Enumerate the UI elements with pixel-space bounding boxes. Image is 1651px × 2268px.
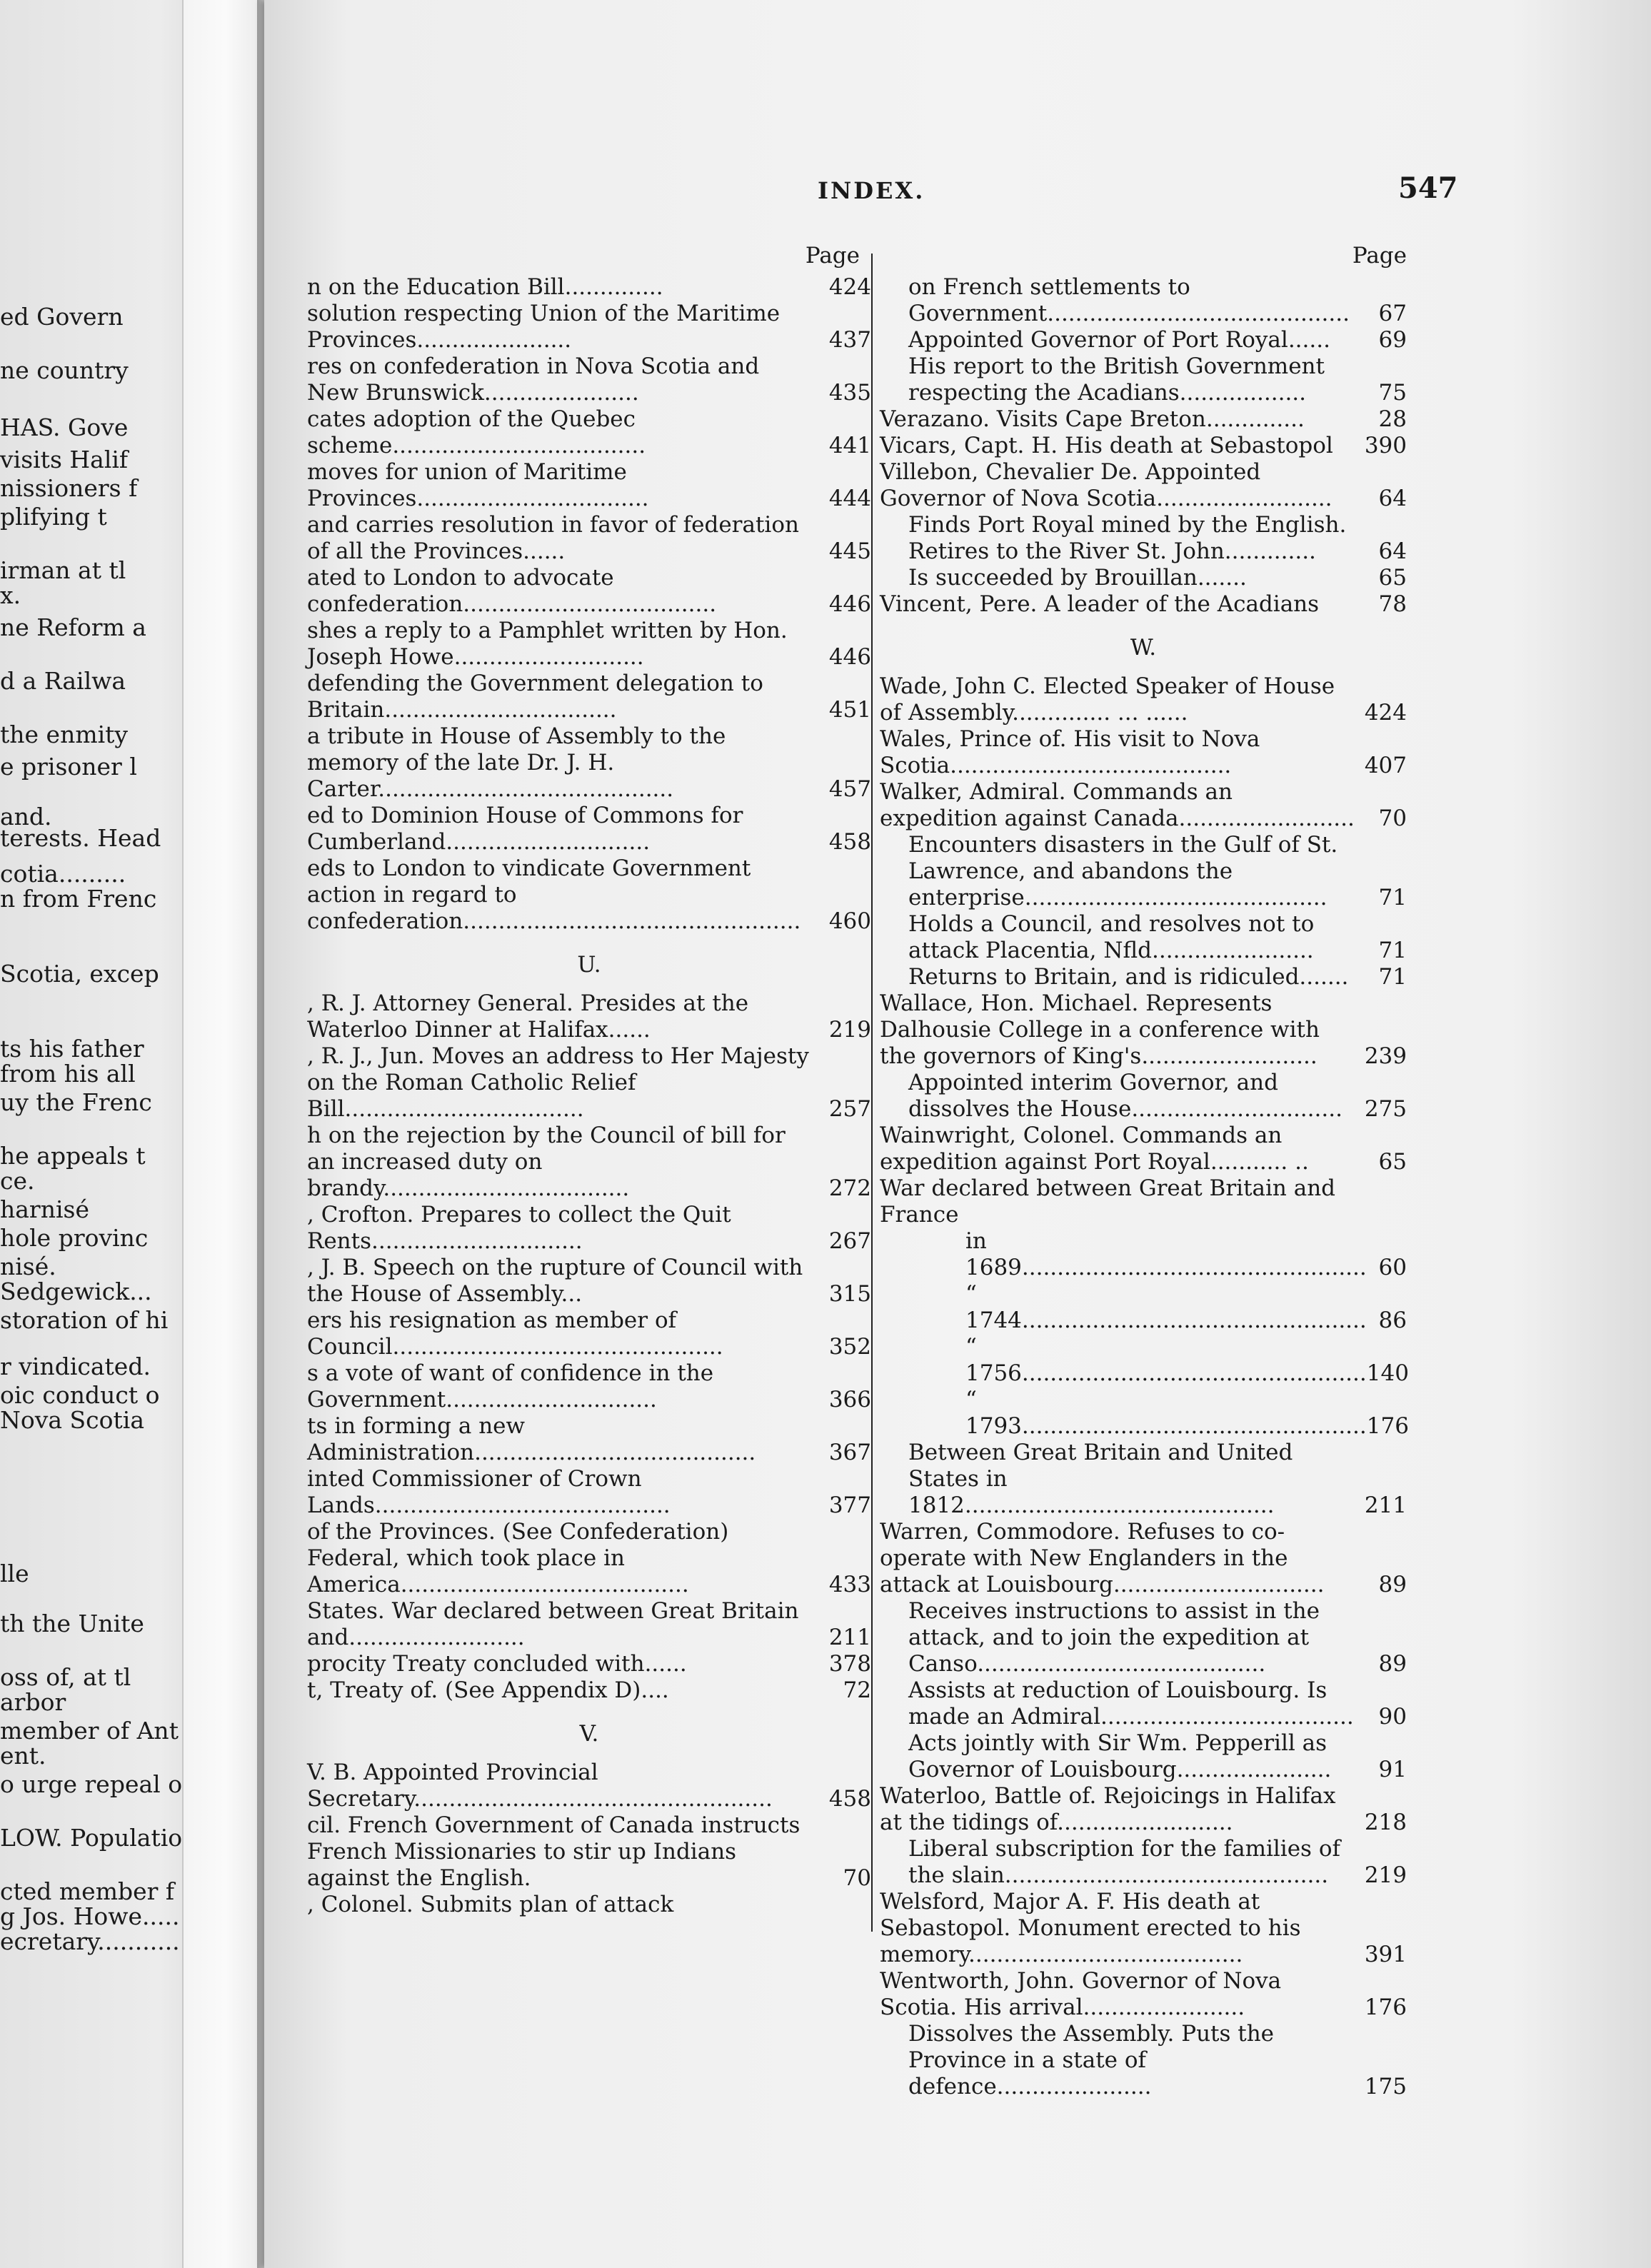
index-entry xyxy=(880,726,1407,779)
facing-page-fragment: ecretary........... xyxy=(0,1928,180,1955)
entry-text: n on the Education Bill.............. xyxy=(307,274,663,300)
entry-page-number: 446 xyxy=(828,644,871,670)
entry-text: States. War declared between Great Britain and......................... xyxy=(307,1598,799,1650)
facing-page-fragment: hole provinc xyxy=(0,1225,149,1252)
index-entry xyxy=(307,406,871,459)
facing-page-fragment: the enmity xyxy=(0,721,129,748)
entry-text: “ 1756................................................. xyxy=(965,1334,1367,1386)
facing-page-fragment: plifying t xyxy=(0,503,107,531)
entry-text: inted Commissioner of Crown Lands.......................................... xyxy=(307,1466,671,1518)
entry-page-number: 211 xyxy=(1364,1492,1407,1518)
entry-page-number: 70 xyxy=(843,1865,871,1891)
entry-page-number: 433 xyxy=(828,1572,871,1597)
index-entry xyxy=(880,2021,1407,2100)
entry-text: , Crofton. Prepares to collect the Quit Rents.............................. xyxy=(307,1202,731,1254)
entry-page-number: 78 xyxy=(1378,591,1407,617)
entry-text: defending the Government delegation to Britain................................. xyxy=(307,671,763,723)
entry-page-number: 72 xyxy=(843,1677,871,1703)
index-entry xyxy=(880,1519,1407,1598)
entry-page-number: 366 xyxy=(828,1387,871,1413)
index-entry xyxy=(880,1123,1407,1175)
facing-page-fragment: g Jos. Howe..... xyxy=(0,1903,180,1930)
index-entry xyxy=(880,1836,1407,1889)
entry-text: ed to Dominion House of Commons for Cumberland............................. xyxy=(307,803,743,855)
entry-text: a tribute in House of Assembly to the memory of the late Dr. J. H. Carter.......................................... xyxy=(307,723,726,802)
entry-text: Returns to Britain, and is ridiculed....... xyxy=(908,964,1349,990)
entry-page-number: 458 xyxy=(828,1786,871,1812)
entry-text: ers his resignation as member of Council............................................... xyxy=(307,1308,723,1360)
entry-text: Welsford, Major A. F. His death at Sebastopol. Monument erected to his memory....................................... xyxy=(880,1889,1301,1967)
index-column-left xyxy=(307,243,871,1918)
entry-page-number: 64 xyxy=(1378,538,1407,564)
column-divider xyxy=(871,254,873,1932)
index-entry xyxy=(880,964,1407,990)
index-entry xyxy=(307,512,871,565)
entry-page-number: 239 xyxy=(1364,1043,1407,1069)
entry-page-number: 91 xyxy=(1378,1757,1407,1782)
index-column-right xyxy=(880,243,1407,2100)
entry-page-number: 378 xyxy=(828,1651,871,1677)
entry-text: War declared between Great Britain and France xyxy=(880,1175,1336,1228)
entry-text: shes a reply to a Pamphlet written by Hon. Joseph Howe........................... xyxy=(307,618,788,670)
entry-page-number: 175 xyxy=(1364,2074,1407,2099)
entry-text: Between Great Britain and United States in 1812............................................ xyxy=(908,1440,1293,1518)
entry-text: Receives instructions to assist in the attack, and to join the expedition at Canso......................................... xyxy=(908,1598,1320,1677)
entry-text: Holds a Council, and resolves not to attack Placentia, Nfld....................... xyxy=(908,911,1315,963)
facing-page-fragment: lle xyxy=(0,1560,29,1587)
entry-page-number: 457 xyxy=(828,776,871,802)
entry-text: s a vote of want of confidence in the Government.............................. xyxy=(307,1360,714,1413)
entry-text: , J. B. Speech on the rupture of Council with the House of Assembly... xyxy=(307,1255,803,1307)
entry-page-number: 219 xyxy=(1364,1862,1407,1888)
entry-text: eds to London to vindicate Government action in regard to confederation................................................ xyxy=(307,855,801,934)
index-entry xyxy=(880,1730,1407,1783)
facing-page-fragment: and. xyxy=(0,803,52,831)
facing-page-fragment: visits Halif xyxy=(0,446,129,473)
index-entry xyxy=(880,779,1407,832)
entry-text: cil. French Government of Canada instructs French Missionaries to stir up Indians against the English. xyxy=(307,1812,801,1891)
facing-page-fragment: oss of, at tl xyxy=(0,1664,131,1691)
index-entry xyxy=(307,1677,871,1704)
entry-page-number: 460 xyxy=(828,908,871,934)
index-entry xyxy=(880,1228,1407,1281)
entry-page-number: 424 xyxy=(1364,700,1407,726)
entry-page-number: 89 xyxy=(1378,1651,1407,1677)
facing-page-fragment: HAS. Gove xyxy=(0,414,129,441)
index-entry xyxy=(880,1281,1407,1334)
entry-text: Warren, Commodore. Refuses to co-operate with New Englanders in the attack at Louisbourg.............................. xyxy=(880,1519,1325,1597)
entry-text: Villebon, Chevalier De. Appointed Governor of Nova Scotia......................... xyxy=(880,459,1333,511)
entry-text: His report to the British Government respecting the Acadians.................. xyxy=(908,353,1325,406)
index-entry xyxy=(880,1783,1407,1836)
facing-page-fragment: irman at tl xyxy=(0,557,126,584)
facing-page-fragment: uy the Frenc xyxy=(0,1089,152,1116)
page-number: 547 xyxy=(1398,171,1458,205)
entry-page-number: 218 xyxy=(1364,1810,1407,1835)
entry-text: , R. J. Attorney General. Presides at the Waterloo Dinner at Halifax...... xyxy=(307,990,749,1043)
facing-page-fragment: storation of hi xyxy=(0,1307,169,1334)
entry-page-number: 391 xyxy=(1364,1942,1407,1967)
entry-page-number: 352 xyxy=(828,1334,871,1360)
entry-page-number: 315 xyxy=(828,1281,871,1307)
index-entry xyxy=(307,274,871,301)
facing-page-fragment: LOW. Populatio xyxy=(0,1825,183,1852)
index-entry xyxy=(307,1202,871,1255)
index-entry xyxy=(307,671,871,723)
index-entry xyxy=(307,1519,871,1545)
page-column-label: Page xyxy=(805,243,860,269)
index-entry xyxy=(307,1123,871,1202)
entry-text: h on the rejection by the Council of bill for an increased duty on brandy................................... xyxy=(307,1123,786,1201)
entry-text: “ 1793................................................. xyxy=(965,1387,1367,1439)
index-entry xyxy=(307,855,871,935)
entry-text: ts in forming a new Administration........................................ xyxy=(307,1413,756,1465)
entry-page-number: 176 xyxy=(1366,1413,1409,1439)
facing-page-fragment: th the Unite xyxy=(0,1610,144,1637)
entry-page-number: 176 xyxy=(1364,1994,1407,2020)
entry-page-number: 71 xyxy=(1378,885,1407,910)
index-entry xyxy=(307,1043,871,1123)
facing-page-fragment: Sedgewick... xyxy=(0,1278,152,1305)
entry-text: Verazano. Visits Cape Breton.............. xyxy=(880,406,1305,432)
index-entry xyxy=(307,565,871,618)
facing-page-fragment: from his all xyxy=(0,1060,136,1088)
entry-page-number: 211 xyxy=(828,1625,871,1650)
entry-text: Wade, John C. Elected Speaker of House of Assembly.............. ... ...... xyxy=(880,673,1335,726)
section-letter: W. xyxy=(1130,635,1157,661)
entry-page-number: 60 xyxy=(1378,1255,1407,1280)
entry-page-number: 257 xyxy=(828,1096,871,1122)
facing-page-fragment: ce. xyxy=(0,1168,35,1195)
index-entry xyxy=(880,406,1407,433)
facing-page-fragment: arbor xyxy=(0,1689,66,1716)
page-column-label: Page xyxy=(1352,243,1407,269)
entry-text: t, Treaty of. (See Appendix D).... xyxy=(307,1677,669,1703)
facing-page-fragment: ts his father xyxy=(0,1035,144,1063)
entry-page-number: 437 xyxy=(828,327,871,353)
facing-page-fragment: x. xyxy=(0,582,21,609)
entry-page-number: 64 xyxy=(1378,486,1407,511)
entry-page-number: 458 xyxy=(828,829,871,855)
index-entry xyxy=(307,459,871,512)
entry-text: Appointed Governor of Port Royal...... xyxy=(908,327,1330,353)
index-entry xyxy=(307,1413,871,1466)
entry-page-number: 71 xyxy=(1378,938,1407,963)
entry-text: solution respecting Union of the Maritime Provinces...................... xyxy=(307,301,781,353)
index-entry xyxy=(880,353,1407,406)
entry-text: on French settlements to Government........................................... xyxy=(908,274,1350,326)
index-entry xyxy=(307,1651,871,1677)
entry-text: Assists at reduction of Louisbourg. Is made an Admiral.................................... xyxy=(908,1677,1354,1730)
entry-text: ated to London to advocate confederation.................................... xyxy=(307,565,717,617)
index-entry xyxy=(307,1545,871,1598)
facing-page-fragment: ne country xyxy=(0,357,129,384)
entry-text: moves for union of Maritime Provinces................................. xyxy=(307,459,649,511)
index-entry xyxy=(307,1360,871,1413)
entry-page-number: 424 xyxy=(828,274,871,300)
index-entry xyxy=(880,1677,1407,1730)
page-edge-strip xyxy=(182,0,268,2268)
index-entry xyxy=(880,433,1407,459)
index-entry xyxy=(307,353,871,406)
entry-page-number: 267 xyxy=(828,1228,871,1254)
index-entry xyxy=(307,990,871,1043)
entry-text: Encounters disasters in the Gulf of St. Lawrence, and abandons the enterprise........................................... xyxy=(908,832,1338,910)
index-entry xyxy=(880,1889,1407,1968)
index-entry xyxy=(307,1255,871,1308)
entry-text: V. B. Appointed Provincial Secretary................................................... xyxy=(307,1760,773,1812)
entry-text: Vicars, Capt. H. His death at Sebastopol xyxy=(880,433,1333,458)
index-entry xyxy=(307,1892,871,1918)
facing-page-fragment: ent. xyxy=(0,1742,46,1770)
entry-text: , Colonel. Submits plan of attack xyxy=(307,1892,674,1917)
entry-text: Wentworth, John. Governor of Nova Scotia. His arrival....................... xyxy=(880,1968,1282,2020)
index-entry xyxy=(307,1598,871,1651)
facing-page-fragment: cotia......... xyxy=(0,860,126,888)
index-entry xyxy=(307,618,871,671)
facing-page-fragment: r vindicated. xyxy=(0,1353,151,1380)
index-entry xyxy=(880,1334,1407,1387)
index-entries-right xyxy=(880,274,1407,2100)
entry-page-number: 441 xyxy=(828,433,871,458)
entry-page-number: 90 xyxy=(1378,1704,1407,1730)
index-entry xyxy=(307,1760,871,1812)
facing-page-fragment: nissioners f xyxy=(0,475,138,502)
facing-page-fragment: o urge repeal o xyxy=(0,1771,183,1798)
entry-text: Wales, Prince of. His visit to Nova Scotia........................................ xyxy=(880,726,1260,778)
section-letter: U. xyxy=(577,952,601,978)
entry-page-number: 275 xyxy=(1364,1096,1407,1122)
entry-text: procity Treaty concluded with...... xyxy=(307,1651,687,1677)
entry-text: and carries resolution in favor of federation of all the Provinces...... xyxy=(307,512,799,564)
facing-page-fragment: Nova Scotia xyxy=(0,1407,144,1434)
entry-page-number: 86 xyxy=(1378,1308,1407,1333)
entry-text: Finds Port Royal mined by the English. Retires to the River St. John............. xyxy=(908,512,1347,564)
entry-page-number: 377 xyxy=(828,1492,871,1518)
entry-text: , R. J., Jun. Moves an address to Her Majesty on the Roman Catholic Relief Bill.................................. xyxy=(307,1043,809,1122)
entry-text: Is succeeded by Brouillan....... xyxy=(908,565,1247,591)
facing-page-fragment: member of Ant xyxy=(0,1717,179,1745)
index-entry xyxy=(880,832,1407,911)
index-entry xyxy=(307,1466,871,1519)
facing-page-fragment: harnisé xyxy=(0,1196,89,1223)
entry-page-number: 67 xyxy=(1378,301,1407,326)
entry-page-number: 28 xyxy=(1378,406,1407,432)
index-entry xyxy=(880,591,1407,618)
entry-page-number: 451 xyxy=(828,697,871,723)
facing-page-fragment: nisé. xyxy=(0,1253,56,1280)
entry-page-number: 71 xyxy=(1378,964,1407,990)
entry-page-number: 444 xyxy=(828,486,871,511)
entry-text: Liberal subscription for the families of the slain.............................................. xyxy=(908,1836,1340,1888)
facing-page-fragment: n from Frenc xyxy=(0,885,157,913)
index-entry xyxy=(880,327,1407,353)
index-entries-left xyxy=(307,274,871,1918)
index-entry xyxy=(880,673,1407,726)
facing-page-fragment: ed Govern xyxy=(0,303,124,331)
index-entry xyxy=(880,1387,1407,1440)
index-entry xyxy=(307,1812,871,1892)
entry-text: Wainwright, Colonel. Commands an expedition against Port Royal........... .. xyxy=(880,1123,1309,1175)
entry-page-number: 272 xyxy=(828,1175,871,1201)
entry-text: of the Provinces. (See Confederation) xyxy=(307,1519,729,1545)
entry-text: “ 1744................................................. xyxy=(965,1281,1367,1333)
index-entry xyxy=(880,1175,1407,1228)
entry-page-number: 407 xyxy=(1364,753,1407,778)
index-entry xyxy=(307,803,871,855)
index-entry xyxy=(307,723,871,803)
index-entry xyxy=(880,512,1407,565)
index-entry xyxy=(880,565,1407,591)
entry-text: Acts jointly with Sir Wm. Pepperill as Governor of Louisbourg...................... xyxy=(908,1730,1332,1782)
entry-page-number: 65 xyxy=(1378,1149,1407,1175)
entry-text: Appointed interim Governor, and dissolves the House.............................. xyxy=(908,1070,1343,1122)
index-entry xyxy=(880,1598,1407,1677)
entry-page-number: 367 xyxy=(828,1440,871,1465)
entry-text: Vincent, Pere. A leader of the Acadians xyxy=(880,591,1320,617)
entry-text: res on confederation in Nova Scotia and New Brunswick...................... xyxy=(307,353,760,406)
entry-text: Wallace, Hon. Michael. Represents Dalhousie College in a conference with the governors of King's......................... xyxy=(880,990,1320,1069)
index-entry xyxy=(880,1968,1407,2021)
entry-page-number: 219 xyxy=(828,1017,871,1043)
index-entry xyxy=(880,990,1407,1070)
entry-page-number: 69 xyxy=(1378,327,1407,353)
index-entry xyxy=(880,1440,1407,1519)
facing-page-fragment: e prisoner l xyxy=(0,753,137,781)
entry-page-number: 390 xyxy=(1364,433,1407,458)
entry-page-number: 446 xyxy=(828,591,871,617)
entry-page-number: 89 xyxy=(1378,1572,1407,1597)
entry-text: Federal, which took place in America......................................... xyxy=(307,1545,689,1597)
entry-page-number: 65 xyxy=(1378,565,1407,591)
running-header: INDEX. xyxy=(818,177,925,204)
facing-page-fragment: d a Railwa xyxy=(0,668,126,695)
section-letter: V. xyxy=(579,1721,599,1747)
facing-page-fragment: terests. Head xyxy=(0,825,161,852)
entry-text: cates adoption of the Quebec scheme.................................... xyxy=(307,406,646,458)
facing-page-fragment: Scotia, excep xyxy=(0,960,159,988)
entry-page-number: 75 xyxy=(1378,380,1407,406)
entry-text: Waterloo, Battle of. Rejoicings in Halifax at the tidings of......................... xyxy=(880,1783,1336,1835)
entry-text: in 1689................................................. xyxy=(965,1228,1367,1280)
entry-page-number: 140 xyxy=(1366,1360,1409,1386)
entry-text: Dissolves the Assembly. Puts the Province in a state of defence...................... xyxy=(908,2021,1275,2099)
entry-page-number: 445 xyxy=(828,538,871,564)
index-entry xyxy=(880,1070,1407,1123)
facing-page-fragment: he appeals t xyxy=(0,1143,146,1170)
entry-page-number: 435 xyxy=(828,380,871,406)
index-entry xyxy=(880,274,1407,327)
index-entry xyxy=(880,459,1407,512)
facing-page-fragment: cted member f xyxy=(0,1878,175,1905)
entry-page-number: 70 xyxy=(1378,806,1407,831)
index-entry xyxy=(880,911,1407,964)
index-entry xyxy=(307,301,871,353)
facing-page-fragment: oic conduct o xyxy=(0,1382,160,1409)
entry-text: Walker, Admiral. Commands an expedition against Canada......................... xyxy=(880,779,1355,831)
facing-page-fragment: ne Reform a xyxy=(0,614,146,641)
index-entry xyxy=(307,1308,871,1360)
